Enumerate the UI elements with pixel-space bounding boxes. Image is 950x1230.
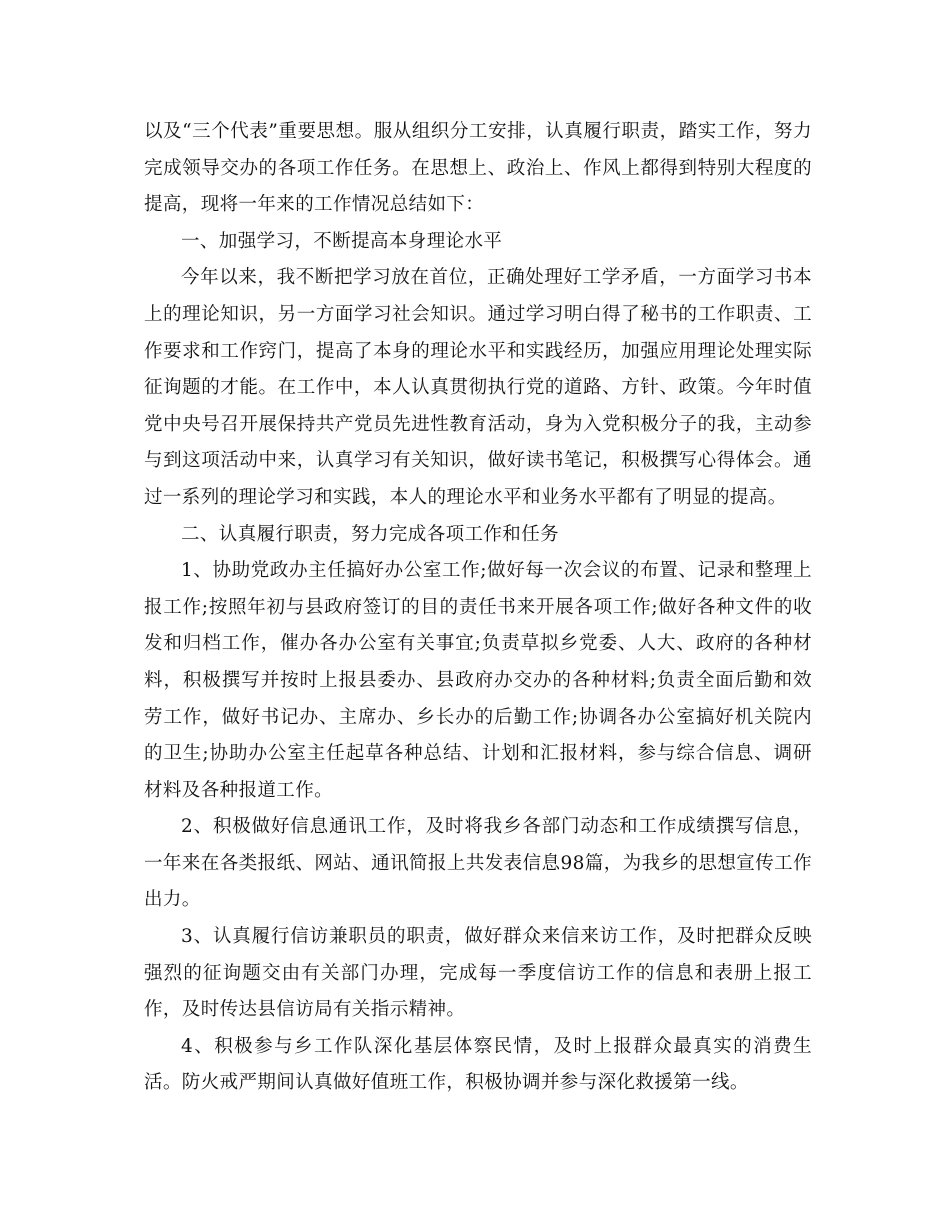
paragraph-intro: 以及“三个代表”重要思想。服从组织分工安排，认真履行职责，踏实工作，努力完成领导交办的各项工作任务。在思想上、政治上、作风上都得到特别大程度的提高，现将一年来的工作情况总结如下： <box>144 121 812 216</box>
section-heading-duties: 二、认真履行职责，努力完成各项工作和任务 <box>181 523 560 545</box>
section-heading-study: 一、加强学习，不断提高本身理论水平 <box>181 230 503 252</box>
paragraph-item-2: 2、积极做好信息通讯工作，及时将我乡各部门动态和工作成绩撰写信息，一年来在各类报纸、网站、通讯简报上共发表信息98篇，为我乡的思想宣传工作出力。 <box>144 816 812 911</box>
paragraph-item-4: 4、积极参与乡工作队深化基层体察民情，及时上报群众最真实的消费生活。防火戒严期间认真做好值班工作，积极协调并参与深化救援第一线。 <box>144 1035 812 1094</box>
paragraph-study: 今年以来，我不断把学习放在首位，正确处理好工学矛盾，一方面学习书本上的理论知识，另一方面学习社会知识。通过学习明白得了秘书的工作职责、工作要求和工作窍门，提高了本身的理论水平和实践经历，加强应用理论处理实际征询题的才能。在工作中，本人认真贯彻执行党的道路、方针、政策。今年时值党中央号召开展保持共产党员先进性教育活动，身为入党积极分子的我，主动参与到这项活动中来，认真学习有关知识，做好读书笔记，积极撰写心得体会。通过一系列的理论学习和实践，本人的理论水平和业务水平都有了明显的提高。 <box>144 267 812 508</box>
paragraph-item-3: 3、认真履行信访兼职员的职责，做好群众来信来访工作，及时把群众反映强烈的征询题交由有关部门办理，完成每一季度信访工作的信息和表册上报工作，及时传达县信访局有关指示精神。 <box>144 926 812 1021</box>
document-body <box>144 114 812 1102</box>
paragraph-item-1: 1、协助党政办主任搞好办公室工作;做好每一次会议的布置、记录和整理上报工作;按照年初与县政府签订的目的责任书来开展各项工作;做好各种文件的收发和归档工作，催办各办公室有关事宜;负责草拟乡党委、人大、政府的各种材料，积极撰写并按时上报县委办、县政府办交办的各种材料;负责全面后勤和效劳工作，做好书记办、主席办、乡长办的后勤工作;协调各办公室搞好机关院内的卫生;协助办公室主任起草各种总结、计划和汇报材料，参与综合信息、调研材料及各种报道工作。 <box>144 560 812 801</box>
